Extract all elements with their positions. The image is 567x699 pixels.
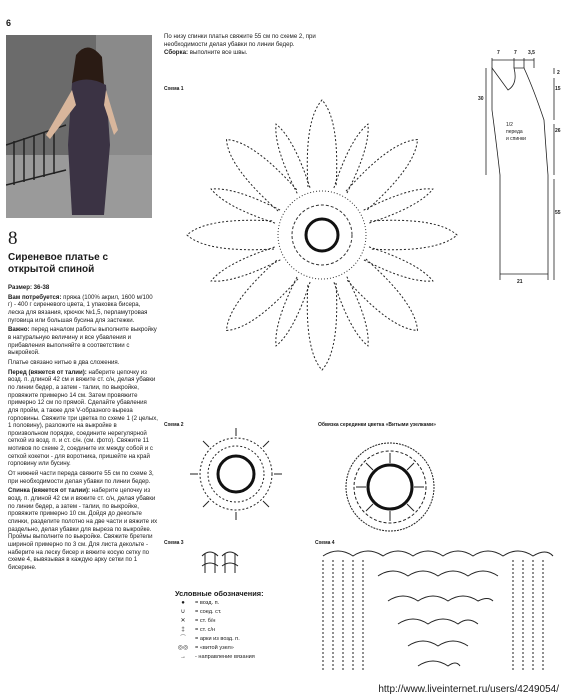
garment-pattern: [474, 50, 564, 280]
scheme-4-diagram: [318, 546, 558, 676]
binding-diagram: [330, 432, 450, 542]
pattern-title: Сиреневое платье с открытой спиной: [8, 252, 109, 275]
back-text: наберите цепочку из возд. п. длиной 42 см и вяжите ст. с/н, делая убавки по линии бедер, а затем - талии, по выкройке, провяжите примерно 10 см. Дойдя до декольте спинки, разделите полотно на две части и вяжите их раздельно, делая убавки для выреза по выкройке. Проймы выполните по выкройке. Свяжите бретели шириной примерно по 3 см. Для листа декольте - наберите на леску бисер и вяжите косую сетку по схеме 4, вывязывая в каждую арку сетки по 1 бисерине.: [8, 487, 158, 571]
legend-item: [175, 599, 264, 608]
legend-text: = ст. б/н: [195, 618, 216, 624]
important-text: перед началом работы выполните выкройку в натуральную величину и все убавления и прибавления выполняйте в соответствии с выкройкой.: [8, 326, 157, 357]
legend-text: = ст. с/н: [195, 627, 216, 633]
footer-url[interactable]: http://www.liveinternet.ru/users/4249054/: [378, 684, 559, 695]
legend-title: Условные обозначения:: [175, 589, 264, 598]
dim-bottom: 21: [517, 279, 523, 285]
dim-top-2: 7: [514, 50, 517, 56]
scheme-2-motif: [186, 424, 286, 524]
scheme-3-diagram: [200, 548, 250, 578]
petal: [208, 182, 281, 224]
arrow-right-icon: →: [180, 654, 186, 660]
chain-stitch-icon: ●: [181, 600, 185, 606]
legend-item: [175, 626, 264, 635]
double-crochet-icon: ‡: [181, 627, 185, 633]
legend-text: = «витой узел»: [195, 645, 234, 651]
model-photo: [6, 35, 152, 218]
important-heading: Важно:: [8, 326, 30, 334]
legend-item: [175, 608, 264, 617]
legend-text: = соед. ст.: [195, 609, 222, 615]
petal: [363, 246, 436, 288]
dim-right-3: 55: [555, 210, 561, 216]
legend-item: [175, 653, 264, 662]
two-folds-note: Платье связано нитью в два сложения.: [8, 358, 120, 366]
chain-arch-icon: ⌒: [179, 636, 186, 642]
pattern-caption-3: и спинки: [506, 136, 526, 142]
legend: [175, 589, 264, 662]
twisted-knot-icon: ◎◎: [177, 645, 189, 651]
dim-top-3: 3,5: [528, 50, 535, 56]
dim-right-2: 26: [555, 128, 561, 134]
dim-top-1: 7: [497, 50, 500, 56]
binding-label: Обвязка серединки цветка «Витыми узелками»: [318, 422, 436, 428]
front-lower-text: От нижней части переда свяжите 55 см по схеме 3, при необходимости делая убавки по линии бедер.: [8, 470, 154, 485]
assembly-heading: Сборка:: [164, 49, 188, 56]
instructions-column: [8, 284, 158, 574]
dim-left: 30: [478, 96, 484, 102]
single-crochet-icon: ✕: [180, 618, 186, 624]
front-heading: Перед (вяжется от талии):: [8, 368, 87, 376]
scheme-4-label: Схема 4: [315, 540, 335, 546]
back-heading: Спинка (вяжется от талии):: [8, 487, 91, 495]
assembly-text: выполните все швы.: [189, 49, 248, 56]
legend-text: = возд. п.: [195, 600, 220, 606]
scheme-2-label: Схема 2: [164, 422, 184, 428]
scheme-1-label: Схема 1: [164, 86, 184, 92]
dim-right-1: 15: [555, 86, 561, 92]
petal: [307, 100, 336, 187]
slip-stitch-icon: ∪: [180, 609, 186, 615]
petal: [307, 283, 336, 370]
legend-text: = арки из возд. п.: [195, 636, 240, 642]
petal: [269, 276, 311, 349]
top-text: По низу спинки платья свяжите 55 см по схеме 2, при необходимости делая убавки по линии бедер.: [164, 33, 316, 48]
legend-item: [175, 644, 264, 653]
legend-item: [175, 635, 264, 644]
pattern-caption-2: переда: [506, 129, 523, 135]
scheme-3-label: Схема 3: [164, 540, 184, 546]
petal: [187, 220, 274, 249]
petal: [370, 220, 457, 249]
materials-heading: Вам потребуется:: [8, 293, 62, 301]
pattern-number: 8: [8, 228, 18, 249]
pattern-caption-1: 1/2: [506, 122, 513, 128]
legend-item: [175, 617, 264, 626]
size-label: Размер: 36-38: [8, 284, 50, 291]
dim-right-top: 2: [557, 70, 560, 76]
top-text-block: [164, 33, 322, 57]
materials-text: пряжа (100% акрил, 1600 м/100 г) - 400 г сиреневого цвета, 1 упаковка бисера, леска для вязания, крючок №1,5, перламутровая пуговица или большая бусина для застежки.: [8, 293, 153, 324]
petal: [333, 121, 375, 194]
legend-text: - направление вязания: [195, 654, 255, 660]
page-number: 6: [6, 18, 12, 28]
scheme-1-flower: [172, 85, 472, 385]
front-text: наберите цепочку из возд. п. длиной 42 см и вяжите ст. с/н, делая убавки по линии бедер, а затем - талии, по выкройке, провяжите примерно 14 см. Затем провяжите примерно 12 см по прямой. Сделайте убавления для пройм, а также для V-образного выреза горловины. Свяжите три цветка по схеме 1 (2 целых, 1 половину), разложите на выкройке в произвольном порядке, соедините нерегулярной сеткой из возд. п. и ст. с/н. (см. фото). Свяжите 11 мотивов по схеме 2, соедините их между собой и с сеткой кокетки - для воротника, пришейте на край горловину или бусину.: [8, 368, 158, 468]
